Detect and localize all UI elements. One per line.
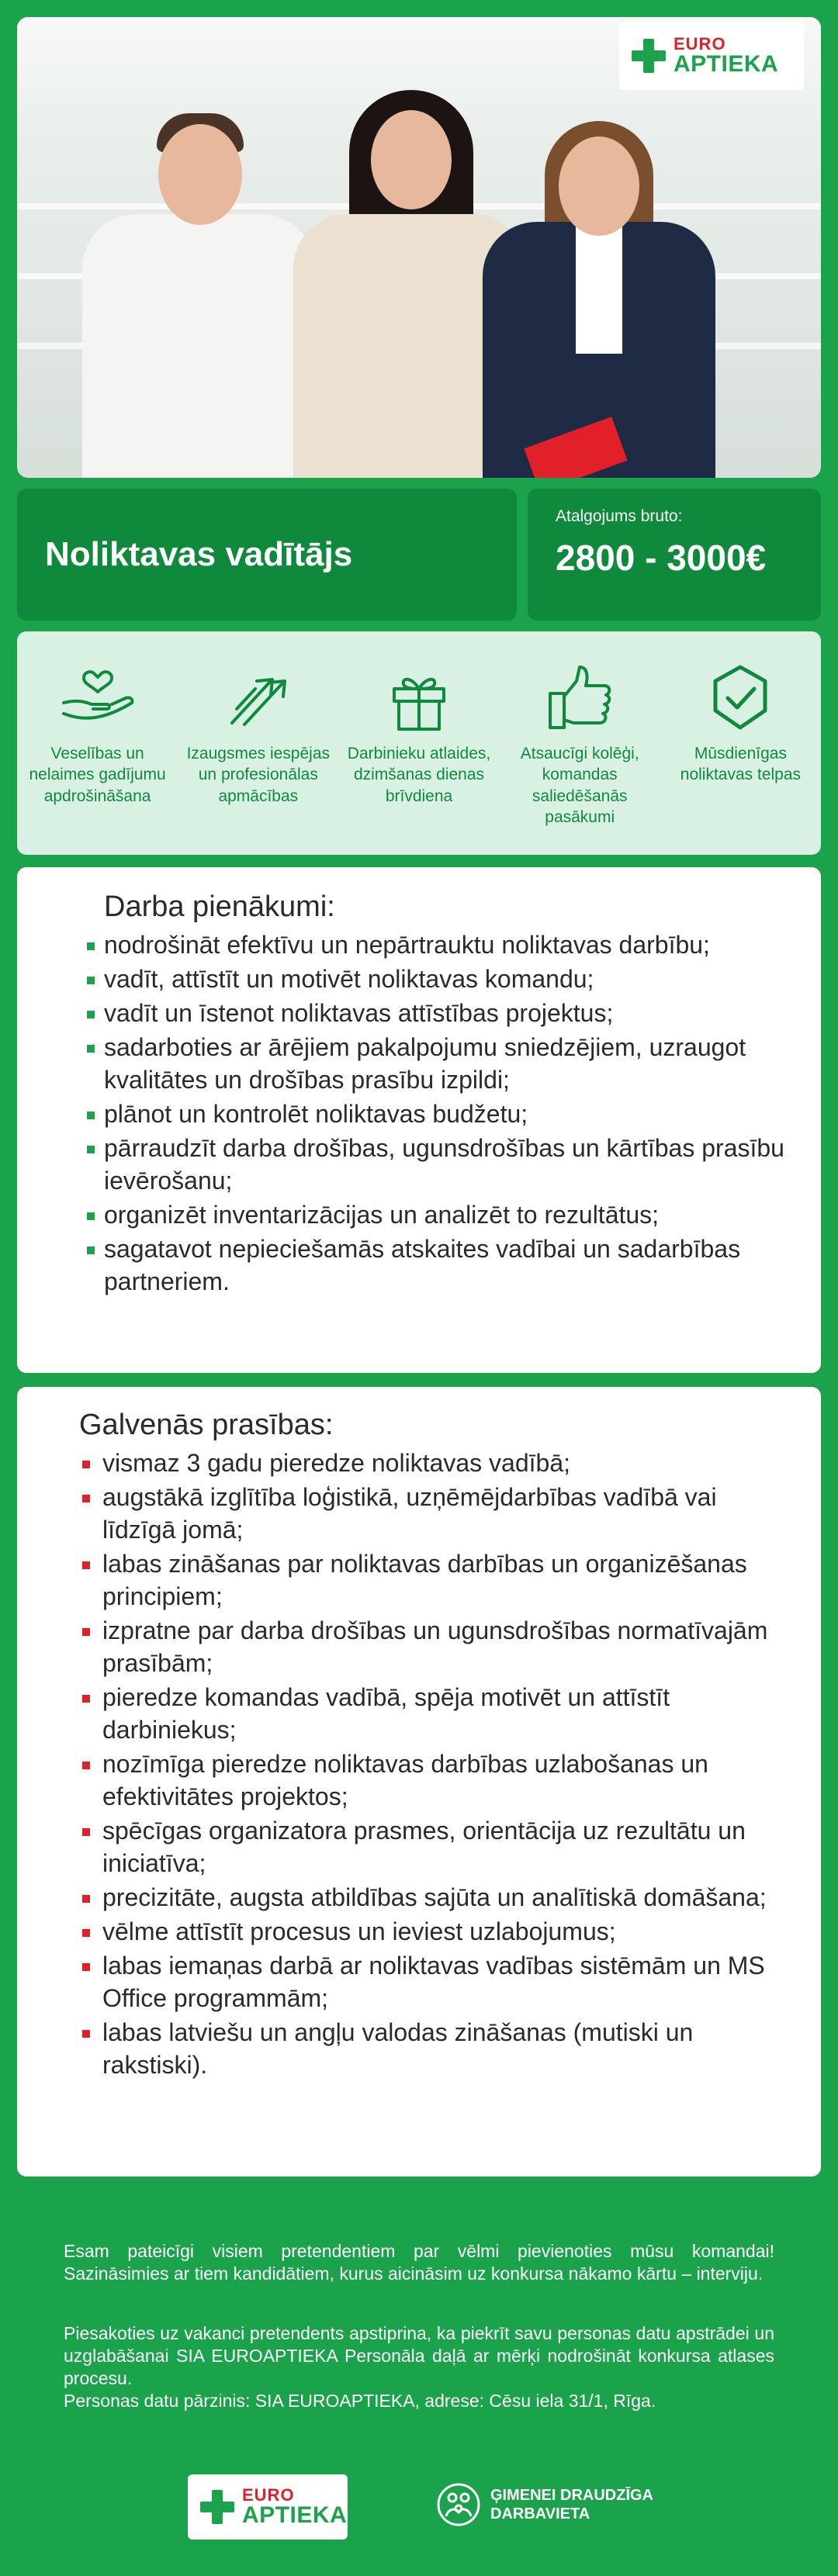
family-icon xyxy=(436,2482,481,2527)
hero-photo xyxy=(17,17,821,478)
euroaptieka-logo-footer xyxy=(188,2474,348,2540)
duties-heading: Darba pienākumi: xyxy=(104,890,335,923)
requirement-item: labas zināšanas par noliktavas darbības un organizēšanas principiem; xyxy=(64,1547,790,1613)
pharmacy-cross-icon xyxy=(200,2490,234,2524)
requirement-item: nozīmīga pieredze noliktavas darbības uzlabošanas un efektivitātes projektos; xyxy=(64,1748,790,1813)
duties-list xyxy=(87,928,790,1298)
salary-card xyxy=(528,489,821,621)
benefit-label: Mūsdienīgas noliktavas telpas xyxy=(680,745,802,784)
pharmacy-cross-icon xyxy=(632,39,666,73)
duty-item: plānot un kontrolēt noliktavas budžetu; xyxy=(87,1098,790,1130)
requirement-item: labas iemaņas darbā ar noliktavas vadības sistēmām un MS Office programmām; xyxy=(64,1949,790,2014)
duties-card xyxy=(17,867,821,1373)
hand-heart-icon xyxy=(61,662,135,732)
thanks-text: Esam pateicīgi visiem pretendentiem par vēlmi pievienoties mūsu komandai! Sazināsimies ar tiem kandidātiem, kurus aicināsim uz konkursa nākamo kārtu – interviju. xyxy=(64,2241,774,2284)
duty-item: sagatavot nepieciešamās atskaites vadībai un sadarbības partneriem. xyxy=(87,1233,790,1298)
shirt-collar xyxy=(576,222,622,354)
family-badge-line2: DARBAVIETA xyxy=(490,2505,590,2522)
benefits-panel xyxy=(17,631,821,855)
duty-item: sadarboties ar ārējiem pakalpojumu sniedzējiem, uzraugot kvalitātes un drošības prasību izpildi; xyxy=(87,1031,790,1096)
duty-item: vadīt un īstenot noliktavas attīstības projektus; xyxy=(87,997,790,1029)
benefit-label: Darbinieku atlaides, dzimšanas dienas brīvdiena xyxy=(347,745,491,805)
euroaptieka-logo xyxy=(619,22,804,90)
privacy-block xyxy=(64,2322,774,2412)
requirement-item: spēcīgas organizatora prasmes, orientācija uz rezultātu un iniciatīva; xyxy=(64,1814,790,1879)
duty-item: vadīt, attīstīt un motivēt noliktavas komandu; xyxy=(87,963,790,995)
requirement-item: pieredze komandas vadībā, spēja motivēt un attīstīt darbiniekus; xyxy=(64,1681,790,1746)
shield-check-icon xyxy=(703,662,777,732)
benefit-label: Veselības un nelaimes gadījumu apdrošināšana xyxy=(29,745,166,805)
logo-aptieka-text: APTIEKA xyxy=(674,51,779,77)
person-woman-right xyxy=(483,121,715,478)
benefit-item xyxy=(17,662,178,855)
salary-label: Atalgojums bruto: xyxy=(556,507,683,525)
family-friendly-badge xyxy=(436,2482,653,2527)
person-man xyxy=(82,113,315,478)
thumbs-up-icon xyxy=(542,662,617,732)
requirements-list xyxy=(64,1447,790,2081)
benefit-item xyxy=(660,662,821,855)
benefit-item xyxy=(500,662,660,855)
benefit-item xyxy=(178,662,338,855)
job-title-card xyxy=(17,489,517,621)
growth-arrows-icon xyxy=(221,662,296,732)
benefit-label: Izaugsmes iespējas un profesionālas apmācības xyxy=(186,745,331,805)
duty-item: organizēt inventarizācijas un analizēt to rezultātus; xyxy=(87,1198,790,1231)
duty-item: nodrošināt efektīvu un nepārtrauktu noliktavas darbību; xyxy=(87,928,790,961)
benefit-label: Atsaucīgi kolēģi, komandas saliedēšanās pasākumi xyxy=(520,745,639,826)
requirement-item: precizitāte, augsta atbildības sajūta un analītiskā domāšana; xyxy=(64,1881,790,1914)
requirement-item: vismaz 3 gadu pieredze noliktavas vadībā; xyxy=(64,1447,790,1479)
job-title: Noliktavas vadītājs xyxy=(45,535,353,573)
requirement-item: vēlme attīstīt procesus un ieviest uzlabojumus; xyxy=(64,1915,790,1948)
duty-item: pārraudzīt darba drošības, ugunsdrošības un kārtības prasību ievērošanu; xyxy=(87,1132,790,1197)
requirement-item: labas latviešu un angļu valodas zināšanas (mutiski un rakstiski). xyxy=(64,2016,790,2081)
gift-icon xyxy=(382,662,456,732)
family-badge-line1: ĢIMENEI DRAUDZĪGA xyxy=(490,2487,653,2504)
requirements-card xyxy=(17,1387,821,2177)
benefit-item xyxy=(338,662,499,855)
salary-value: 2800 - 3000€ xyxy=(556,538,767,578)
logo-aptieka-text: APTIEKA xyxy=(242,2502,348,2528)
logo-euro-text: EURO xyxy=(674,34,726,54)
requirement-item: augstākā izglītība loģistikā, uzņēmējdarbības vadībā vai līdzīgā jomā; xyxy=(64,1481,790,1546)
data-controller-text: Personas datu pārzinis: SIA EUROAPTIEKA, adrese: Cēsu iela 31/1, Rīga. xyxy=(64,2391,656,2411)
requirement-item: izpratne par darba drošības un ugunsdrošības normatīvajām prasībām; xyxy=(64,1614,790,1679)
requirements-heading: Galvenās prasības: xyxy=(79,1409,334,1441)
logo-euro-text: EURO xyxy=(242,2485,295,2505)
privacy-text: Piesakoties uz vakanci pretendents apstiprina, ka piekrīt savu personas datu apstrādei un uzglabāšanai SIA EUROAPTIEKA Personāla daļā ar mērķi nodrošināt konkursa atlases procesu. xyxy=(64,2323,774,2388)
